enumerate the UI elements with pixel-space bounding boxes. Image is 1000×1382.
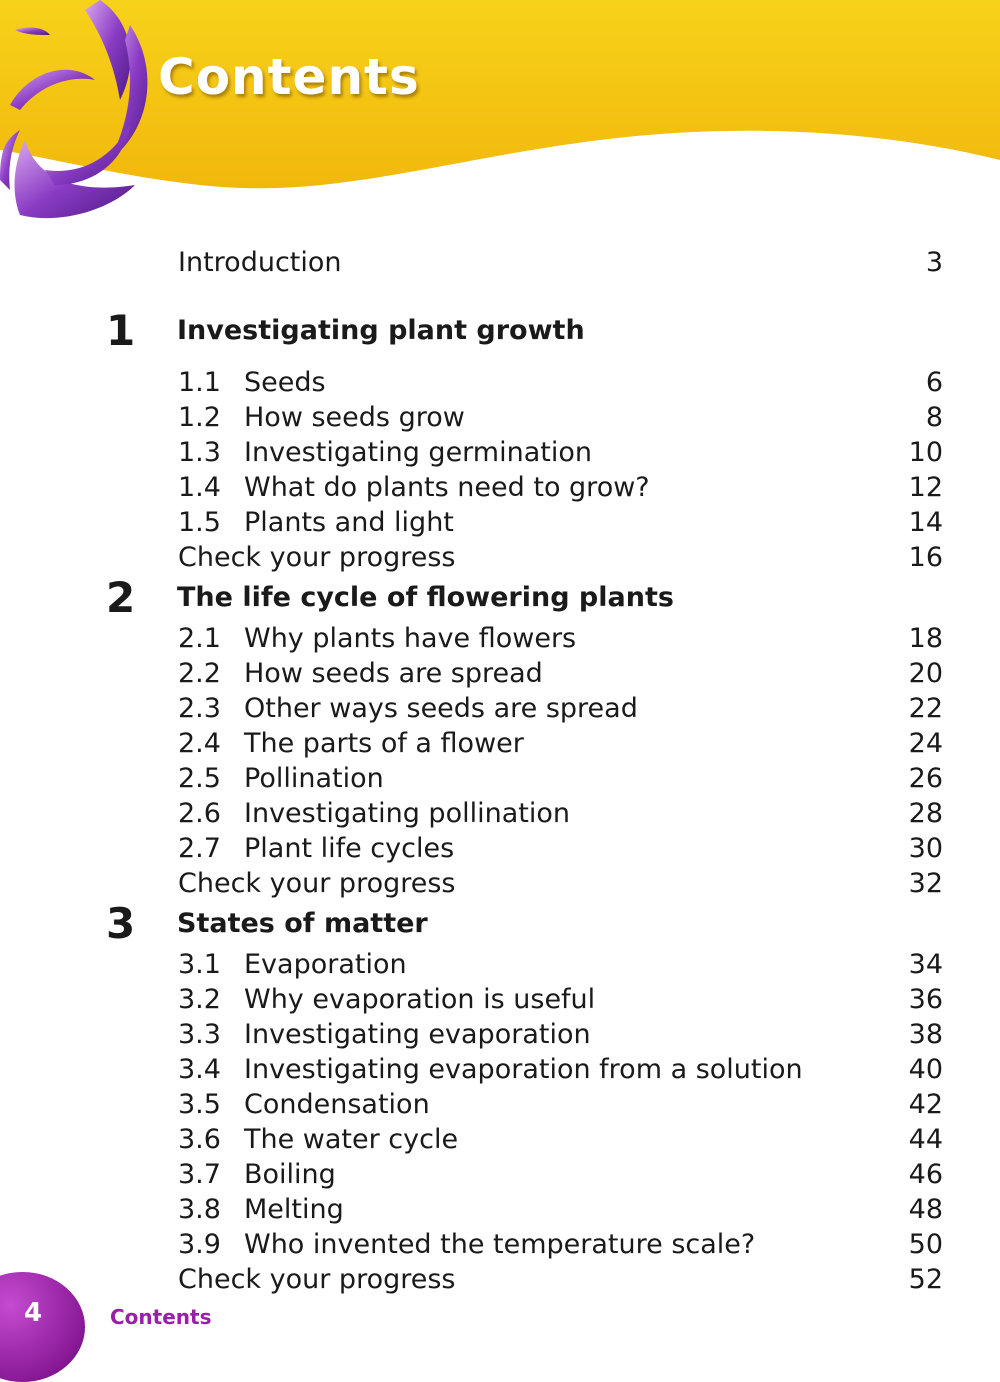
toc-item-title: Check your progress xyxy=(178,1264,456,1295)
toc-item[interactable] xyxy=(0,796,1000,831)
toc-item-number: 1.1 xyxy=(178,367,221,398)
toc-item[interactable] xyxy=(0,1122,1000,1157)
toc-item[interactable] xyxy=(0,470,1000,505)
toc-item-number: 1.2 xyxy=(178,402,221,433)
chapter-number: 2 xyxy=(106,573,136,622)
toc-item-title: Why plants have flowers xyxy=(244,623,577,654)
toc-item-title: Investigating germination xyxy=(244,437,592,468)
toc-item-page: 32 xyxy=(908,868,943,899)
toc-item[interactable] xyxy=(0,866,1000,901)
toc-item-title: Who invented the temperature scale? xyxy=(244,1229,756,1260)
toc-chapter-2 xyxy=(0,575,1000,901)
toc-item-title: Why evaporation is useful xyxy=(244,984,596,1015)
toc-item-number: 3.2 xyxy=(178,984,221,1015)
toc-item-number: 2.2 xyxy=(178,658,221,689)
toc-item-title: Condensation xyxy=(244,1089,430,1120)
toc-item-page: 3 xyxy=(925,247,943,278)
chapter-items xyxy=(0,947,1000,1297)
chapter-heading[interactable] xyxy=(0,575,1000,621)
toc-item[interactable] xyxy=(0,540,1000,575)
toc-item-page: 22 xyxy=(908,693,943,724)
toc-item[interactable] xyxy=(0,691,1000,726)
toc-item-number: 3.3 xyxy=(178,1019,221,1050)
toc-item-page: 44 xyxy=(908,1124,943,1155)
toc-item-title: Introduction xyxy=(178,247,342,278)
toc-introduction[interactable] xyxy=(0,243,1000,283)
toc-item-page: 30 xyxy=(908,833,943,864)
footer-section-label: Contents xyxy=(110,1305,212,1329)
toc-item-number: 2.6 xyxy=(178,798,221,829)
toc-item-title: Plant life cycles xyxy=(244,833,455,864)
toc-item-page: 6 xyxy=(925,367,943,398)
toc-item-title: Melting xyxy=(244,1194,344,1225)
toc-item-number: 3.4 xyxy=(178,1054,221,1085)
toc-item-title: What do plants need to grow? xyxy=(244,472,650,503)
toc-item[interactable] xyxy=(0,1192,1000,1227)
toc-item-title: Investigating evaporation from a solution xyxy=(244,1054,803,1085)
toc-item-title: Investigating pollination xyxy=(244,798,570,829)
toc-item-title: The parts of a flower xyxy=(244,728,524,759)
toc-item-page: 28 xyxy=(908,798,943,829)
chapter-number: 3 xyxy=(106,899,136,948)
toc-item-title: Boiling xyxy=(244,1159,336,1190)
toc-item-page: 8 xyxy=(925,402,943,433)
toc-item-page: 10 xyxy=(908,437,943,468)
chapter-title: States of matter xyxy=(177,908,428,939)
toc-item[interactable] xyxy=(0,1017,1000,1052)
toc-item[interactable] xyxy=(0,1262,1000,1297)
chapter-items xyxy=(0,621,1000,901)
toc-item-page: 20 xyxy=(908,658,943,689)
toc-item-number: 2.4 xyxy=(178,728,221,759)
toc-item-number: 2.7 xyxy=(178,833,221,864)
toc-item[interactable] xyxy=(0,1087,1000,1122)
toc-item[interactable] xyxy=(0,726,1000,761)
toc-chapter-3 xyxy=(0,901,1000,1297)
toc-item[interactable] xyxy=(0,505,1000,540)
toc-item[interactable] xyxy=(0,365,1000,400)
toc-item-page: 34 xyxy=(908,949,943,980)
chapter-heading[interactable] xyxy=(0,308,1000,354)
toc-item-title: How seeds are spread xyxy=(244,658,543,689)
page-title: Contents xyxy=(158,48,420,106)
page-number: 4 xyxy=(24,1298,43,1328)
toc-item-number: 2.3 xyxy=(178,693,221,724)
toc-item-page: 26 xyxy=(908,763,943,794)
toc-item-title: Plants and light xyxy=(244,507,454,538)
toc-item-title: Evaporation xyxy=(244,949,407,980)
table-of-contents xyxy=(0,243,1000,1297)
toc-item-title: Check your progress xyxy=(178,542,456,573)
toc-item[interactable] xyxy=(0,831,1000,866)
toc-item-page: 48 xyxy=(908,1194,943,1225)
toc-item-page: 42 xyxy=(908,1089,943,1120)
toc-item-page: 18 xyxy=(908,623,943,654)
toc-item-number: 1.3 xyxy=(178,437,221,468)
toc-item-page: 36 xyxy=(908,984,943,1015)
toc-item-title: Seeds xyxy=(244,367,326,398)
toc-item-title: Check your progress xyxy=(178,868,456,899)
toc-item-number: 3.7 xyxy=(178,1159,221,1190)
toc-item[interactable] xyxy=(0,435,1000,470)
chapter-title: The life cycle of flowering plants xyxy=(177,582,674,613)
toc-chapter-1 xyxy=(0,308,1000,575)
toc-item-title: The water cycle xyxy=(244,1124,459,1155)
toc-item[interactable] xyxy=(0,656,1000,691)
toc-item-number: 3.8 xyxy=(178,1194,221,1225)
toc-item-title: Pollination xyxy=(244,763,384,794)
toc-item[interactable] xyxy=(0,1227,1000,1262)
toc-item[interactable] xyxy=(0,621,1000,656)
chapter-number: 1 xyxy=(106,306,136,355)
toc-item[interactable] xyxy=(0,400,1000,435)
toc-item[interactable] xyxy=(0,1052,1000,1087)
toc-item-number: 3.9 xyxy=(178,1229,221,1260)
toc-item-page: 14 xyxy=(908,507,943,538)
toc-item-title: Investigating evaporation xyxy=(244,1019,591,1050)
toc-item-number: 1.4 xyxy=(178,472,221,503)
chapter-items xyxy=(0,365,1000,575)
toc-item-page: 12 xyxy=(908,472,943,503)
toc-item-title: How seeds grow xyxy=(244,402,465,433)
toc-item-number: 3.5 xyxy=(178,1089,221,1120)
toc-item-number: 3.6 xyxy=(178,1124,221,1155)
toc-item-page: 50 xyxy=(908,1229,943,1260)
chapter-heading[interactable] xyxy=(0,901,1000,947)
toc-item-page: 40 xyxy=(908,1054,943,1085)
toc-item-title: Other ways seeds are spread xyxy=(244,693,638,724)
toc-item-number: 3.1 xyxy=(178,949,221,980)
toc-item-number: 1.5 xyxy=(178,507,221,538)
toc-item[interactable] xyxy=(0,982,1000,1017)
toc-item-page: 38 xyxy=(908,1019,943,1050)
toc-item-page: 52 xyxy=(908,1264,943,1295)
header-banner xyxy=(0,0,1000,220)
toc-item-number: 2.5 xyxy=(178,763,221,794)
toc-item-page: 16 xyxy=(908,542,943,573)
toc-item[interactable] xyxy=(0,761,1000,796)
toc-item[interactable] xyxy=(0,947,1000,982)
toc-item[interactable] xyxy=(0,1157,1000,1192)
toc-item-number: 2.1 xyxy=(178,623,221,654)
toc-item-page: 46 xyxy=(908,1159,943,1190)
toc-item-page: 24 xyxy=(908,728,943,759)
chapter-title: Investigating plant growth xyxy=(177,315,585,346)
